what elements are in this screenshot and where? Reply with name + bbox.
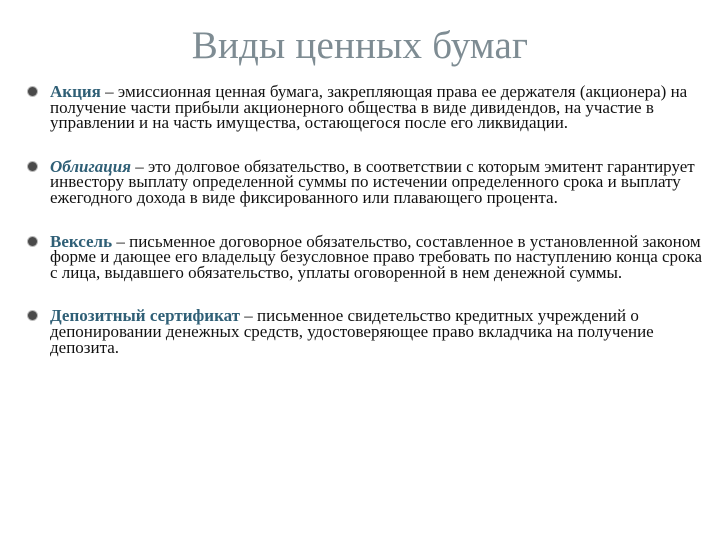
slide-title: Виды ценных бумаг: [191, 24, 529, 67]
term-akciya: Акция: [50, 82, 101, 101]
bullet-dot-icon: [28, 162, 37, 171]
term-veksel: Вексель: [50, 231, 113, 251]
term-depozitnyy-sertifikat: Депозитный сертификат: [50, 306, 241, 326]
bullet-dot-icon: [28, 311, 37, 320]
definition-veksel: – письменное договорное обязательство, составленное в установленной законом форме и дающее его владельцу безусловное право требовать по наступлению конца срока с лица, выдавшего обязательство, уплаты оговоренной в нем денежной суммы.: [50, 231, 703, 282]
bullet-list: [28, 84, 708, 355]
bullet-item-obligaciya: [28, 156, 708, 207]
bullet-item-veksel: [28, 231, 708, 282]
definition-depozitnyy-sertifikat: – письменное свидетельство кредитных учреждений о депонировании денежных средств, удостоверяющее право вкладчика на получение депозита.: [50, 306, 654, 357]
bullet-item-depozitnyy-sertifikat: [28, 308, 708, 355]
bullet-dot-icon: [28, 237, 37, 246]
term-obligaciya: Облигация: [50, 156, 131, 176]
bullet-item-akciya: [28, 84, 708, 131]
definition-akciya: – эмиссионная ценная бумага, закрепляющая права ее держателя (акционера) на получение части прибыли акционерного общества в виде дивидендов, на участие в управлении и на часть имущества, остающегося после его ликвидации.: [50, 82, 688, 133]
definition-obligaciya: – это долговое обязательство, в соответствии с которым эмитент гарантирует инвестору выплату определенной суммы по истечении определенного срока и выплату ежегодного дохода в виде фиксированного или плавающего процента.: [50, 156, 695, 207]
bullet-dot-icon: [28, 87, 37, 96]
